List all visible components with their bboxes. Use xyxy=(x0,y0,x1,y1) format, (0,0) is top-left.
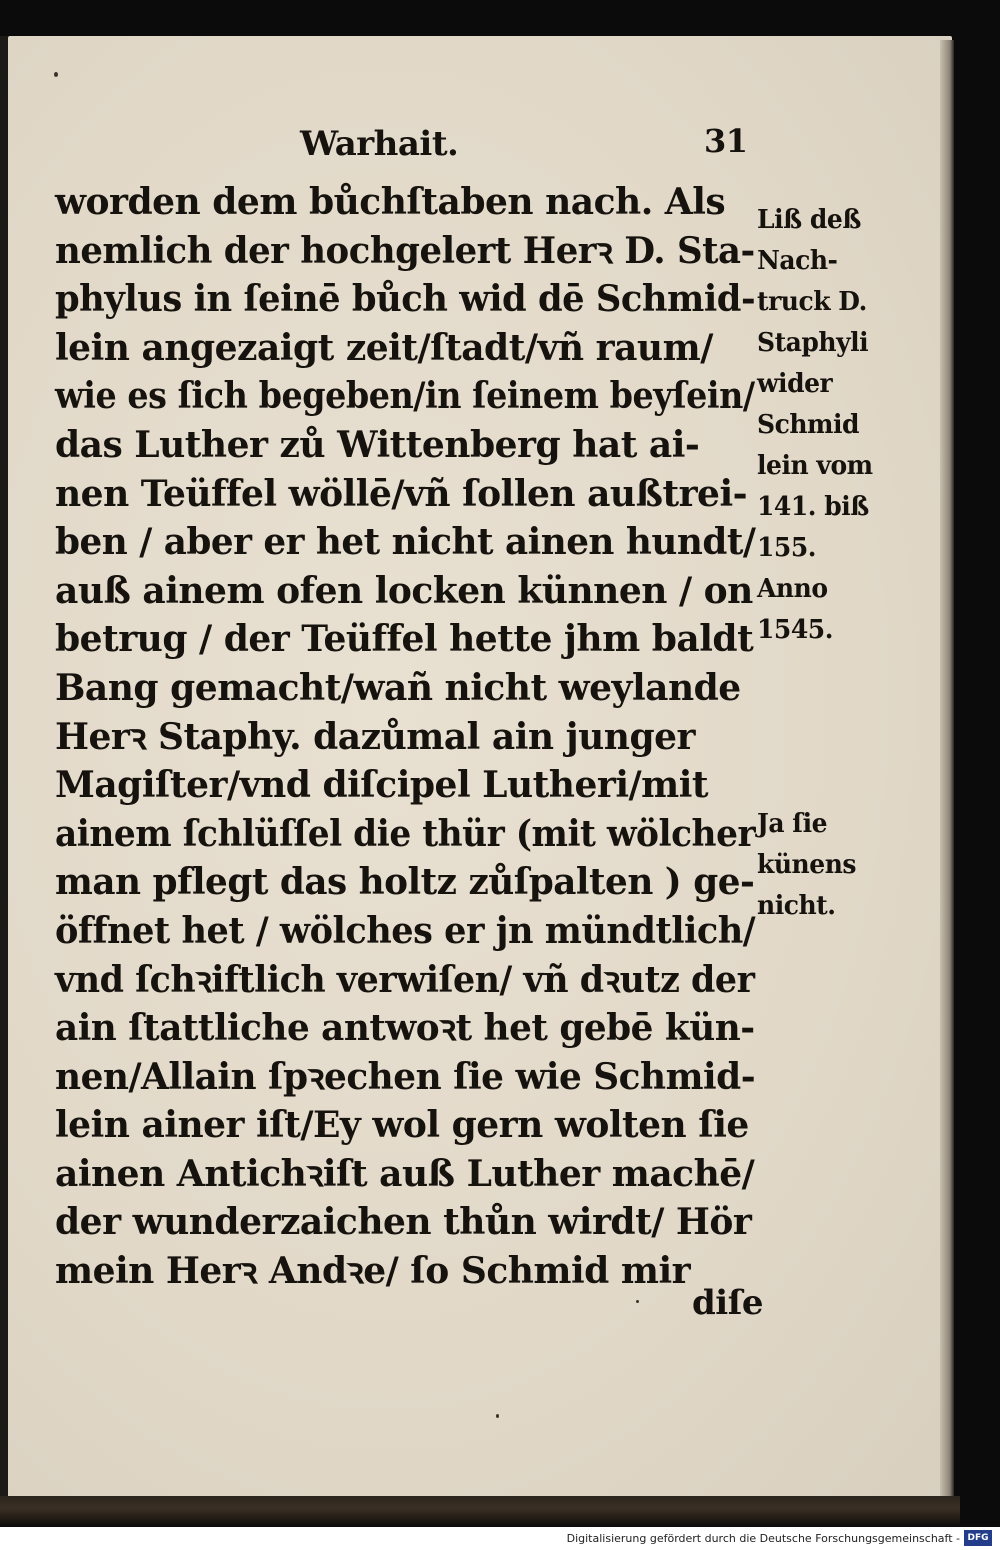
marginal-note xyxy=(757,804,887,927)
text-line: nemlich der hochgelert Herꝛ D. Sta‑ xyxy=(55,229,755,272)
text-line: nen Teüffel wöllē/vñ ſollen außtrei‑ xyxy=(55,472,748,515)
marginal-line: Staphyli xyxy=(757,328,869,358)
funding-credit: Digitalisierung gefördert durch die Deutsche Forschungsgemeinschaft - xyxy=(566,1532,960,1545)
text-line: ben / aber er het nicht ainen hundt/ xyxy=(55,521,756,564)
text-line: Herꝛ Staphy. dazůmal ain junger xyxy=(55,715,696,758)
text-line: ainen Antichꝛiſt auß Luther machē/ xyxy=(55,1152,755,1195)
text-line: lein ainer iſt/Ey wol gern wolten ſie xyxy=(55,1104,749,1147)
text-line: das Luther zů Wittenberg hat ai‑ xyxy=(55,423,700,466)
marginal-line: lein vom xyxy=(757,451,873,481)
marginal-line: wider xyxy=(757,369,833,399)
running-head: Warhait. xyxy=(300,124,459,164)
body-text xyxy=(55,178,755,1296)
marginal-line: truck D. xyxy=(757,287,867,317)
marginal-line: Liß deß xyxy=(757,205,861,235)
page-speck xyxy=(496,1414,499,1418)
footer-bar xyxy=(0,1527,1000,1550)
text-line: betrug / der Teüffel hette jhm baldt xyxy=(55,618,754,661)
marginal-line: Ja ſie xyxy=(757,809,828,839)
marginal-line: 141. biß xyxy=(757,492,869,522)
text-line: man pflegt das holtz zůſpalten ) ge‑ xyxy=(55,861,755,904)
page-speck xyxy=(54,72,58,77)
text-line: lein angezaigt zeit/ſtadt/vñ raum/ xyxy=(55,326,713,369)
text-line: ain ſtattliche antwoꝛt het gebē kün‑ xyxy=(55,1007,755,1050)
dfg-logo: DFG xyxy=(964,1530,992,1546)
page-speck xyxy=(636,1300,639,1303)
text-line: ainem ſchlüſſel die thür (mit wölcher xyxy=(55,812,756,855)
marginal-line: 1545. xyxy=(757,615,833,645)
marginal-line: 155. xyxy=(757,533,816,563)
text-line: vnd ſchꝛiftlich verwiſen/ vñ dꝛutz der xyxy=(55,958,755,1001)
text-line: phylus in ſeinē bůch wid dē Schmid‑ xyxy=(55,278,756,321)
text-line: mein Herꝛ Andꝛe/ ſo Schmid mir xyxy=(55,1250,691,1293)
page-edge xyxy=(940,40,954,1496)
catchword: diſe xyxy=(692,1283,763,1323)
text-line: öffnet het / wölches er jn mündtlich/ xyxy=(55,909,756,952)
text-line: worden dem bůchſtaben nach. Als xyxy=(55,181,726,223)
marginal-line: Nach‑ xyxy=(757,246,838,276)
marginal-line: Schmid xyxy=(757,410,860,440)
marginal-note xyxy=(757,200,887,651)
text-line: Magiſter/vnd diſcipel Lutheri/mit xyxy=(55,764,709,807)
marginal-line: nicht. xyxy=(757,891,836,921)
text-line: nen/Allain ſpꝛechen ſie wie Schmid‑ xyxy=(55,1055,756,1098)
text-line: auß ainem ofen locken künnen / on xyxy=(55,569,753,612)
page-bottom-shadow xyxy=(0,1496,960,1527)
marginal-line: Anno xyxy=(757,574,828,604)
text-line: Bang gemacht/wañ nicht weylande xyxy=(55,666,741,709)
marginal-line: künens xyxy=(757,850,856,880)
page-number: 31 xyxy=(704,122,748,160)
text-line: wie es ſich begeben/in ſeinem beyſein/ xyxy=(55,375,755,418)
text-line: der wunderzaichen thůn wirdt/ Hör xyxy=(55,1201,752,1244)
book-spine xyxy=(0,36,8,1506)
